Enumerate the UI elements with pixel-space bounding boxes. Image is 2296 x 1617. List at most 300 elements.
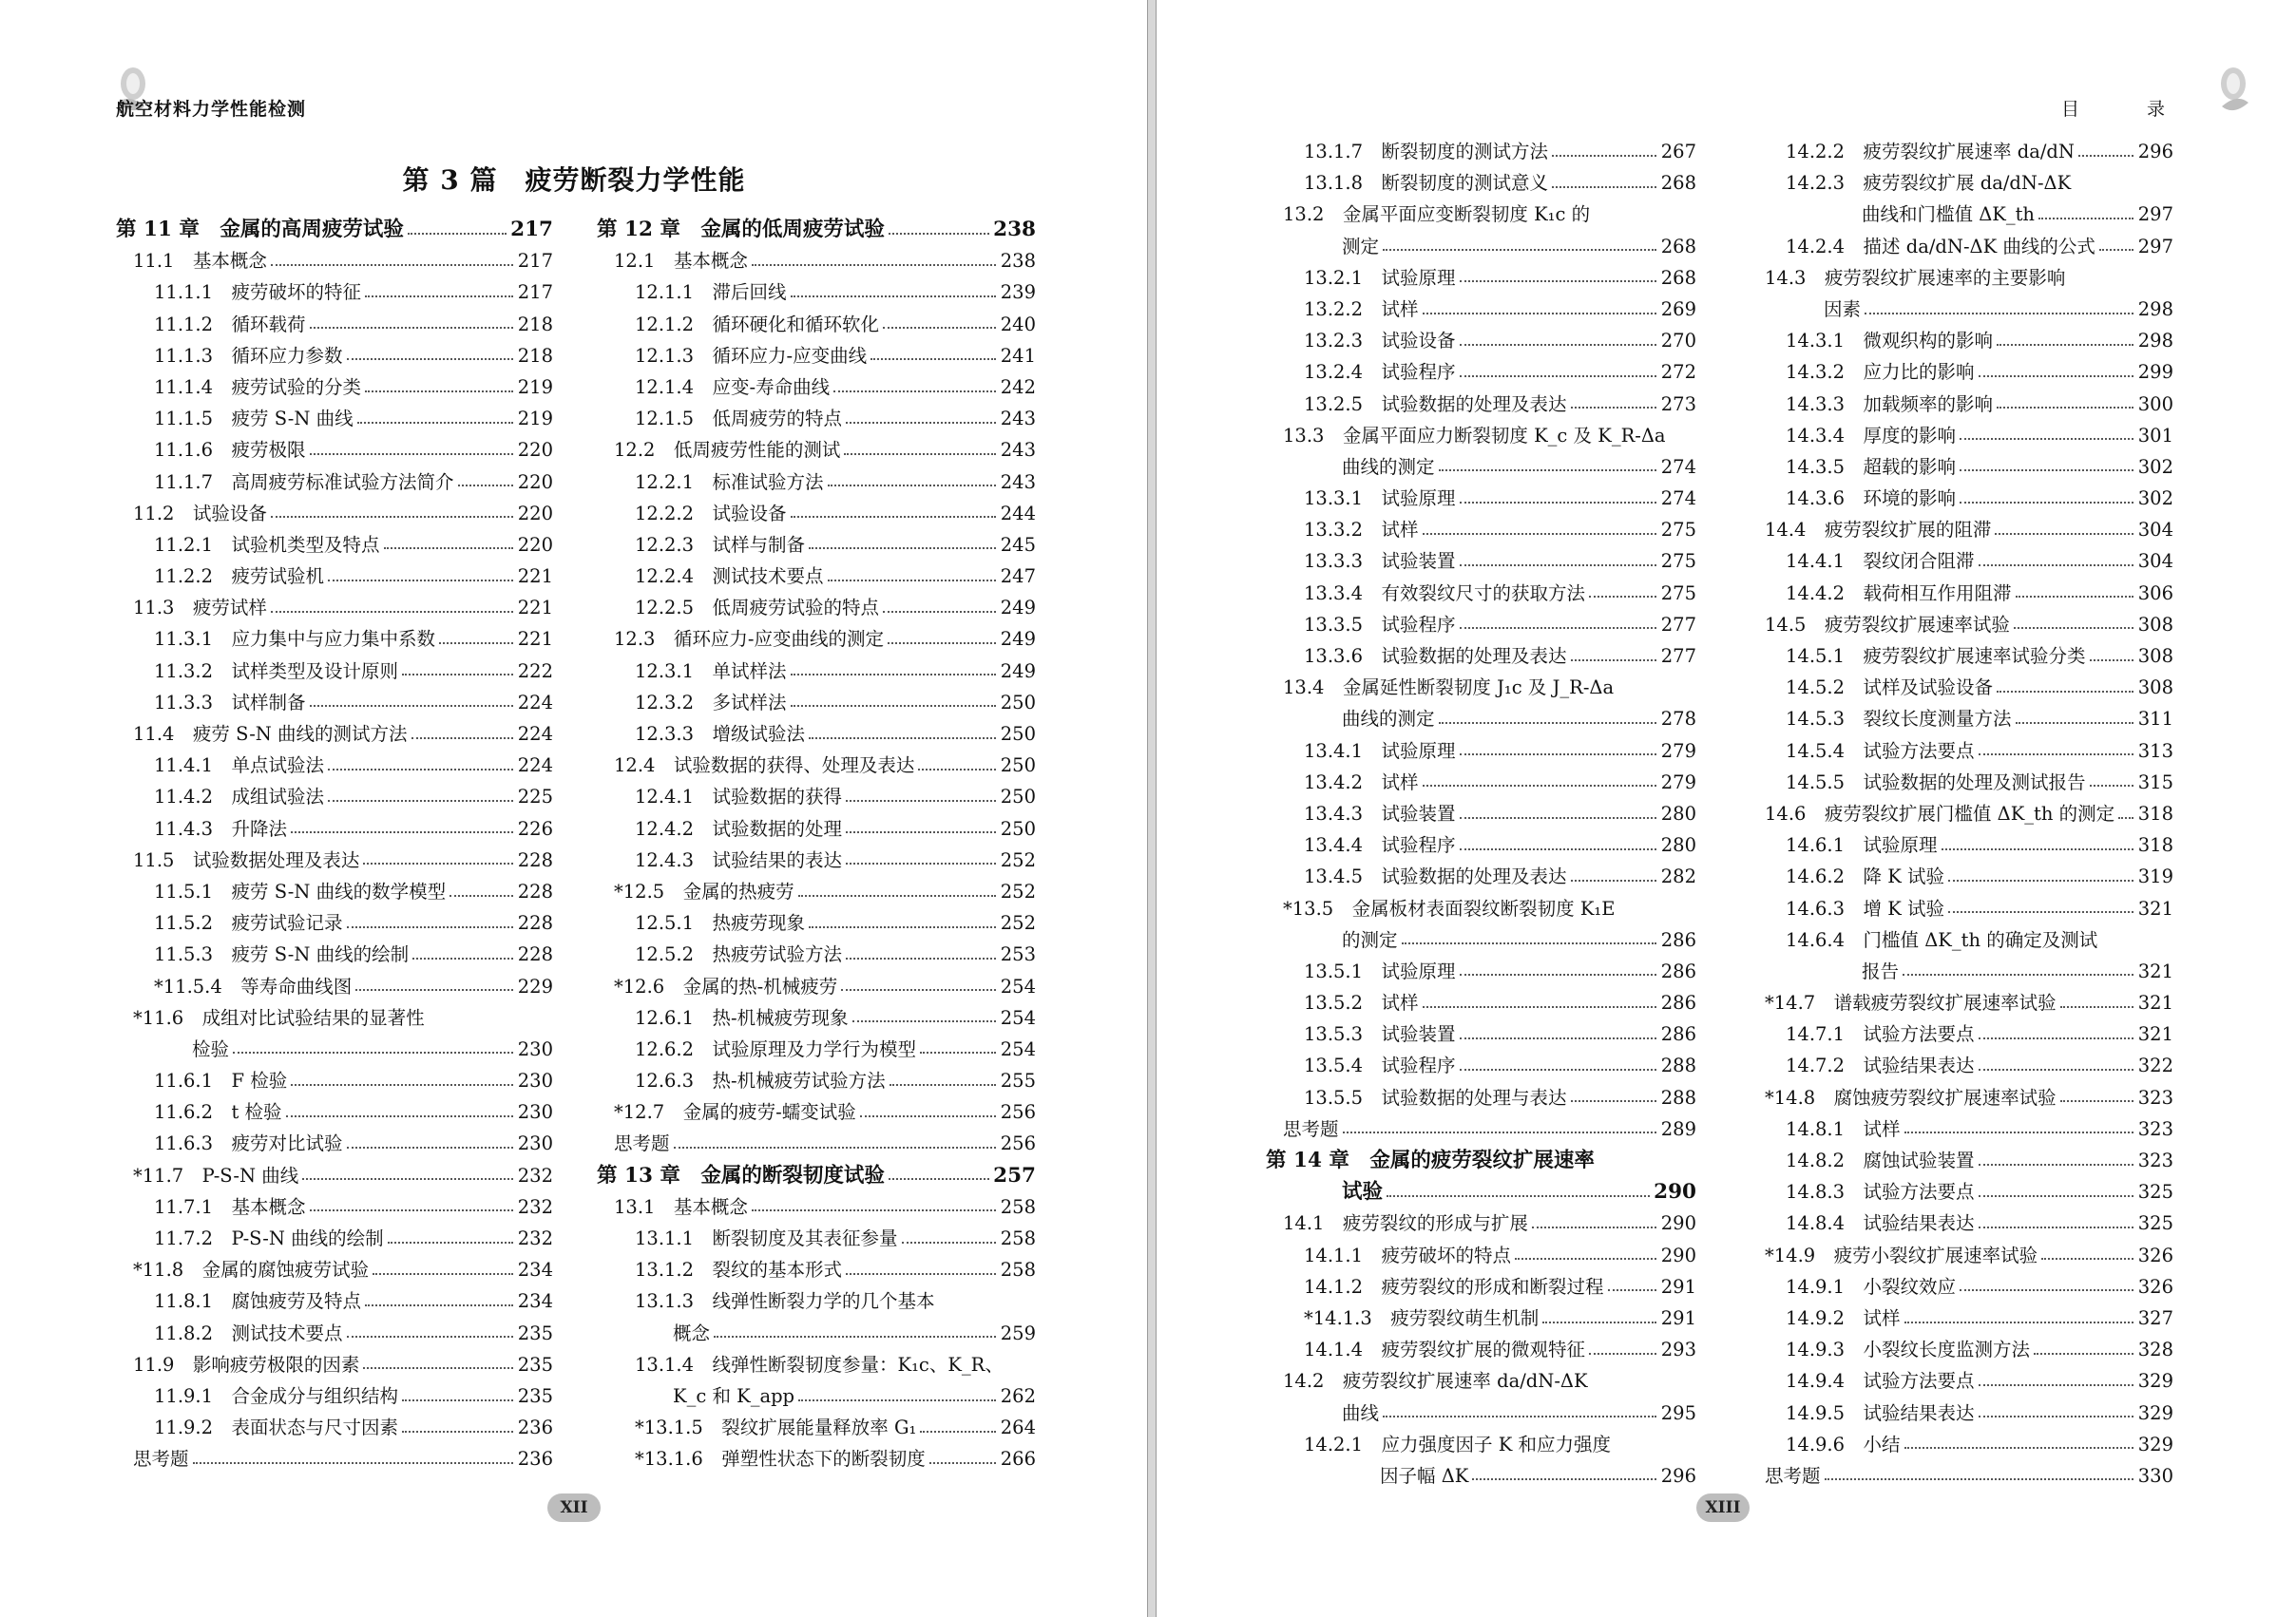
- toc-entry-title: 14.5.1 疲劳裂纹扩展速率试验分类: [1786, 645, 2086, 667]
- toc-column-2: [597, 214, 1036, 1475]
- toc-entry: [116, 1096, 553, 1128]
- toc-entry: [597, 1128, 1036, 1159]
- toc-entry-title: 14.7.2 试验结果表达: [1786, 1055, 1975, 1077]
- toc-entry-page: 219: [517, 408, 553, 430]
- dot-leader: [411, 737, 513, 739]
- dot-leader: [890, 1084, 996, 1086]
- toc-entry: [116, 750, 553, 781]
- toc-entry: [116, 1002, 553, 1034]
- toc-chapter-entry: [116, 214, 553, 245]
- toc-entry: [1748, 798, 2173, 829]
- toc-entry-title: *13.1.5 裂纹扩展能量释放率 G₁: [635, 1417, 917, 1439]
- dot-leader: [2060, 1006, 2133, 1008]
- dot-leader: [286, 1115, 513, 1117]
- toc-entry-page: 293: [1660, 1339, 1696, 1361]
- toc-entry-title: 14.2.3 疲劳裂纹扩展 da/dN-ΔK: [1786, 172, 2072, 195]
- dot-leader: [1979, 1195, 2133, 1197]
- toc-entry-page: 270: [1660, 330, 1696, 352]
- dot-leader: [2090, 659, 2133, 661]
- toc-entry: [116, 623, 553, 655]
- toc-entry: [116, 434, 553, 466]
- dot-leader: [889, 233, 989, 235]
- toc-entry: [1748, 167, 2173, 199]
- toc-entry-title: 11.6.2 t 检验: [154, 1101, 282, 1124]
- toc-entry: [597, 498, 1036, 529]
- toc-entry: [116, 1380, 553, 1412]
- dot-leader: [363, 863, 513, 865]
- toc-entry: [116, 1065, 553, 1096]
- toc-entry: [1748, 356, 2173, 388]
- toc-entry: [597, 1002, 1036, 1034]
- toc-entry-page: 234: [517, 1259, 553, 1282]
- toc-entry: [597, 466, 1036, 498]
- toc-entry: [116, 371, 553, 403]
- dot-leader: [1532, 1227, 1656, 1228]
- toc-entry: [1748, 1429, 2173, 1460]
- toc-entry: [597, 1443, 1036, 1474]
- toc-entry-title: *12.7 金属的疲劳-蠕变试验: [614, 1101, 856, 1124]
- toc-entry-page: 232: [517, 1164, 553, 1187]
- dot-leader: [347, 926, 513, 928]
- dot-leader: [384, 547, 513, 549]
- dot-leader: [2099, 249, 2133, 251]
- dot-leader: [291, 1084, 513, 1086]
- dot-leader: [1589, 596, 1656, 598]
- toc-entry: [1266, 924, 1696, 956]
- toc-entry-title: 思考题: [1765, 1464, 1821, 1487]
- toc-entry: [1748, 829, 2173, 861]
- running-head: 目 录: [2060, 99, 2190, 120]
- toc-entry: [1266, 294, 1696, 325]
- toc-entry: [1266, 893, 1696, 924]
- toc-entry: [597, 1223, 1036, 1254]
- dot-leader: [1825, 1478, 2133, 1480]
- toc-entry-page: 230: [517, 1070, 553, 1093]
- toc-entry-title: 12.1.1 滞后回线: [635, 281, 787, 304]
- toc-entry-title: 12.2.4 测试技术要点: [635, 565, 824, 588]
- toc-entry-page: 220: [517, 470, 553, 493]
- toc-entry-title: 11.2.2 疲劳试验机: [154, 565, 325, 588]
- toc-entry-page: 226: [517, 817, 553, 840]
- toc-entry: [1266, 389, 1696, 420]
- toc-entry-page: 282: [1660, 866, 1696, 888]
- dot-leader: [2016, 596, 2133, 598]
- toc-entry: [597, 813, 1036, 845]
- dot-leader: [412, 958, 513, 960]
- toc-entry: [1748, 1208, 2173, 1239]
- toc-entry-page: 308: [2137, 676, 2173, 699]
- dot-leader: [1571, 880, 1656, 882]
- toc-entry: [1748, 609, 2173, 640]
- dot-leader: [809, 926, 996, 928]
- dot-leader: [1979, 1227, 2133, 1228]
- toc-entry-title: 的测定: [1342, 928, 1398, 951]
- toc-entry-title: 报告: [1862, 960, 1900, 982]
- toc-entry-title: 11.7.1 基本概念: [154, 1195, 306, 1218]
- toc-entry: [597, 656, 1036, 687]
- dot-leader: [439, 642, 513, 644]
- toc-entry-title: 14.4.2 载荷相互作用阻滞: [1786, 581, 2012, 604]
- toc-entry-page: 290: [1660, 1244, 1696, 1266]
- toc-entry-title: 13.2.1 试验原理: [1304, 266, 1456, 289]
- toc-chapter-entry: [1266, 1145, 1696, 1176]
- toc-entry: [116, 276, 553, 308]
- dot-leader: [1439, 722, 1656, 724]
- toc-entry: [597, 718, 1036, 750]
- toc-entry-page: 278: [1660, 708, 1696, 731]
- toc-entry-page: 235: [517, 1322, 553, 1344]
- toc-entry: [1748, 703, 2173, 734]
- toc-entry-page: 325: [2137, 1181, 2173, 1204]
- toc-entry-page: 236: [517, 1448, 553, 1471]
- toc-entry-page: 288: [1660, 1055, 1696, 1077]
- toc-entry-page: 230: [517, 1101, 553, 1124]
- toc-entry-page: 217: [517, 250, 553, 273]
- right-page: [1156, 0, 2296, 1617]
- toc-entry-page: 328: [2137, 1339, 2173, 1361]
- dot-leader: [841, 989, 996, 991]
- toc-entry-title: 14.6 疲劳裂纹扩展门槛值 ΔK_th 的测定: [1765, 802, 2115, 825]
- toc-entry: [597, 529, 1036, 561]
- toc-entry-page: 235: [517, 1353, 553, 1376]
- toc-entry-title: *11.5.4 等寿命曲线图: [154, 975, 353, 998]
- dot-leader: [1571, 659, 1656, 661]
- dot-leader: [2038, 218, 2133, 219]
- toc-entry-title: 12.3.2 多试样法: [635, 691, 787, 713]
- toc-entry: [1748, 1365, 2173, 1397]
- toc-entry: [1266, 1208, 1696, 1239]
- toc-entry-title: 13.2.5 试验数据的处理及表达: [1304, 392, 1567, 415]
- toc-entry: [1266, 1082, 1696, 1113]
- toc-entry-title: 第 12 章 金属的低周疲劳试验: [597, 218, 885, 241]
- dot-leader: [1903, 974, 2133, 976]
- toc-entry: [1266, 703, 1696, 734]
- toc-entry-page: 258: [1000, 1227, 1036, 1249]
- toc-entry: [597, 340, 1036, 371]
- toc-entry: [1266, 1018, 1696, 1050]
- toc-entry-title: 12.3.1 单试样法: [635, 659, 787, 682]
- toc-entry-page: 256: [1000, 1132, 1036, 1155]
- toc-entry-title: 14.9.5 试验结果表达: [1786, 1401, 1975, 1424]
- toc-entry: [1748, 1050, 2173, 1081]
- toc-entry-title: 14.5.4 试验方法要点: [1786, 739, 1975, 762]
- toc-entry: [116, 813, 553, 845]
- toc-entry: [116, 498, 553, 529]
- toc-entry: [1748, 1460, 2173, 1492]
- toc-entry: [597, 907, 1036, 939]
- dot-leader: [902, 1242, 996, 1244]
- toc-entry: [1266, 262, 1696, 294]
- dot-leader: [1904, 1447, 2133, 1449]
- toc-entry-title: 11.6.3 疲劳对比试验: [154, 1132, 343, 1155]
- toc-entry-title: 13.2.2 试样: [1304, 297, 1419, 320]
- toc-entry-title: 13.5.5 试验数据的处理与表达: [1304, 1086, 1567, 1109]
- dot-leader: [1460, 848, 1656, 850]
- toc-entry-page: 323: [2137, 1086, 2173, 1109]
- toc-entry-page: 250: [1000, 754, 1036, 777]
- dot-leader: [271, 264, 513, 266]
- dot-leader: [1460, 502, 1656, 504]
- dot-leader: [860, 1115, 996, 1117]
- dot-leader: [1904, 1322, 2133, 1323]
- dot-leader: [1460, 753, 1656, 755]
- toc-entry: [116, 1349, 553, 1380]
- toc-entry-title: 11.1.1 疲劳破坏的特征: [154, 281, 362, 304]
- dot-leader: [363, 1367, 513, 1369]
- toc-entry-title: 13.2.3 试验设备: [1304, 330, 1456, 352]
- toc-entry-page: 232: [517, 1195, 553, 1218]
- toc-entry-title: 12.6.1 热-机械疲劳现象: [635, 1006, 849, 1029]
- dot-leader: [1552, 155, 1656, 157]
- toc-entry-page: 329: [2137, 1433, 2173, 1455]
- toc-entry-page: 228: [517, 880, 553, 903]
- toc-entry: [116, 1034, 553, 1065]
- toc-entry-page: 277: [1660, 613, 1696, 636]
- toc-entry-title: 13.3.3 试验装置: [1304, 550, 1456, 573]
- toc-entry: [116, 466, 553, 498]
- toc-entry-title: 14.6.2 降 K 试验: [1786, 866, 1944, 888]
- toc-entry-page: 280: [1660, 834, 1696, 857]
- toc-entry: [1266, 1398, 1696, 1429]
- toc-entry-title: 第 13 章 金属的断裂韧度试验: [597, 1163, 885, 1188]
- toc-entry-page: 302: [2137, 455, 2173, 478]
- dot-leader: [458, 485, 513, 486]
- dot-leader: [1960, 438, 2133, 440]
- toc-entry-title: 12.1.4 应变-寿命曲线: [635, 375, 831, 398]
- toc-entry: [1748, 136, 2173, 167]
- toc-entry-page: 296: [2137, 141, 2173, 162]
- toc-entry-page: 321: [2137, 992, 2173, 1015]
- dot-leader: [1383, 249, 1656, 251]
- toc-entry-title: 因素: [1824, 297, 1862, 320]
- toc-entry-page: 268: [1660, 266, 1696, 289]
- toc-entry: [597, 781, 1036, 812]
- toc-entry-page: 249: [1000, 628, 1036, 651]
- toc-entry-title: 14.7.1 试验方法要点: [1786, 1023, 1975, 1046]
- toc-entry-page: 301: [2137, 424, 2173, 447]
- toc-entry: [1266, 136, 1696, 167]
- toc-entry: [597, 845, 1036, 876]
- dot-leader: [1460, 974, 1656, 976]
- toc-entry-title: 14.8.4 试验结果表达: [1786, 1212, 1975, 1235]
- dot-leader: [1423, 785, 1656, 787]
- toc-entry: [1266, 640, 1696, 672]
- toc-entry-title: 13.3.6 试验数据的处理及表达: [1304, 645, 1567, 667]
- toc-entry: [1748, 451, 2173, 483]
- toc-entry-title: *14.1.3 疲劳裂纹萌生机制: [1304, 1306, 1540, 1329]
- toc-entry-title: 测定: [1342, 235, 1380, 257]
- toc-entry-page: 275: [1660, 519, 1696, 542]
- toc-entry-page: 304: [2137, 550, 2173, 573]
- toc-entry: [116, 845, 553, 876]
- dot-leader: [355, 989, 513, 991]
- toc-entry-page: 302: [2137, 487, 2173, 510]
- dot-leader: [193, 1462, 513, 1464]
- toc-entry: [597, 403, 1036, 434]
- toc-entry-page: 290: [1660, 1212, 1696, 1235]
- toc-entry-title: *14.9 疲劳小裂纹扩展速率试验: [1765, 1244, 2038, 1266]
- toc-entry: [597, 1034, 1036, 1065]
- toc-entry-page: 268: [1660, 172, 1696, 195]
- toc-entry-title: 14.9.4 试验方法要点: [1786, 1370, 1975, 1393]
- toc-entry-page: 253: [1000, 943, 1036, 966]
- dot-leader: [1960, 1289, 2133, 1291]
- toc-entry: [116, 1412, 553, 1443]
- toc-entry-page: 257: [993, 1163, 1036, 1188]
- toc-entry: [1266, 798, 1696, 829]
- toc-entry-title: 12.4.3 试验结果的表达: [635, 848, 843, 871]
- page-number: XII: [547, 1493, 601, 1522]
- toc-entry: [116, 939, 553, 970]
- toc-entry: [116, 1254, 553, 1285]
- dot-leader: [365, 295, 513, 297]
- dot-leader: [1979, 1037, 2133, 1039]
- toc-entry: [597, 939, 1036, 970]
- toc-entry: [1266, 956, 1696, 987]
- toc-entry-title: 13.1 基本概念: [614, 1195, 748, 1218]
- dot-leader: [365, 1304, 513, 1306]
- toc-entry-title: 11.4.3 升降法: [154, 817, 288, 840]
- dot-leader: [1460, 375, 1656, 377]
- toc-entry: [1266, 1429, 1696, 1460]
- toc-entry-title: 14.3.2 应力比的影响: [1786, 361, 1975, 384]
- dot-leader: [1472, 1478, 1656, 1480]
- dot-leader: [1997, 344, 2133, 346]
- toc-entry-page: 228: [517, 848, 553, 871]
- toc-entry: [597, 371, 1036, 403]
- toc-entry-title: 14.6.1 试验原理: [1786, 834, 1938, 857]
- toc-entry-page: 291: [1660, 1306, 1696, 1329]
- toc-entry-page: 254: [1000, 975, 1036, 998]
- toc-entry-page: 224: [517, 754, 553, 777]
- toc-entry: [116, 403, 553, 434]
- dot-leader: [328, 800, 513, 802]
- dot-leader: [1460, 280, 1656, 282]
- toc-entry: [1748, 1018, 2173, 1050]
- toc-entry-title: 14.3.6 环境的影响: [1786, 487, 1957, 510]
- toc-entry-page: 255: [1000, 1070, 1036, 1093]
- dot-leader: [846, 958, 996, 960]
- toc-entry-page: 267: [1660, 141, 1696, 162]
- toc-entry: [597, 561, 1036, 592]
- toc-entry: [597, 750, 1036, 781]
- toc-entry: [1266, 861, 1696, 892]
- toc-entry-page: 329: [2137, 1370, 2173, 1393]
- toc-entry-page: 290: [1654, 1180, 1696, 1205]
- toc-entry: [116, 781, 553, 812]
- toc-entry: [1748, 483, 2173, 514]
- dot-leader: [310, 705, 513, 707]
- toc-entry: [597, 309, 1036, 340]
- toc-entry-page: 249: [1000, 659, 1036, 682]
- dot-leader: [1997, 691, 2133, 693]
- toc-entry: [597, 1065, 1036, 1096]
- toc-entry: [116, 561, 553, 592]
- toc-entry-title: 13.3.1 试验原理: [1304, 487, 1456, 510]
- toc-entry-title: 曲线和门槛值 ΔK_th: [1862, 203, 2035, 226]
- toc-entry-title: 14.3 疲劳裂纹扩展速率的主要影响: [1765, 266, 2066, 289]
- toc-entry-page: 286: [1660, 992, 1696, 1015]
- toc-entry-page: 252: [1000, 880, 1036, 903]
- toc-entry-title: 11.6.1 F 检验: [154, 1070, 288, 1093]
- toc-entry-page: 247: [1000, 565, 1036, 588]
- toc-entry-title: 第 11 章 金属的高周疲劳试验: [116, 218, 404, 241]
- toc-entry-title: 13.1.3 线弹性断裂力学的几个基本: [635, 1290, 935, 1313]
- toc-entry-page: 299: [2137, 361, 2173, 384]
- toc-entry-page: 330: [2137, 1464, 2173, 1487]
- toc-entry: [1266, 325, 1696, 356]
- toc-entry-title: 概念: [673, 1322, 711, 1344]
- toc-entry-page: 240: [1000, 313, 1036, 335]
- toc-entry-title: 13.2.4 试验程序: [1304, 361, 1456, 384]
- toc-entry-title: 检验: [192, 1037, 230, 1060]
- toc-entry: [1748, 231, 2173, 262]
- toc-chapter-entry: [597, 1160, 1036, 1191]
- toc-entry-title: 14.9.3 小裂纹长度监测方法: [1786, 1339, 2031, 1361]
- dot-leader: [846, 863, 996, 865]
- toc-entry: [1748, 672, 2173, 703]
- toc-entry-page: 228: [517, 912, 553, 935]
- toc-entry-page: 321: [2137, 897, 2173, 920]
- toc-entry-title: 14.5.3 裂纹长度测量方法: [1786, 708, 2012, 731]
- dot-leader: [310, 327, 513, 329]
- toc-entry-page: 217: [510, 218, 553, 241]
- toc-entry-title: 13.3.5 试验程序: [1304, 613, 1456, 636]
- toc-entry: [116, 1318, 553, 1349]
- toc-entry-page: 286: [1660, 1023, 1696, 1046]
- toc-entry: [1266, 545, 1696, 577]
- toc-entry-title: 13.1.1 断裂韧度及其表征参量: [635, 1227, 898, 1249]
- toc-entry-page: 264: [1000, 1417, 1036, 1439]
- toc-entry: [597, 876, 1036, 907]
- toc-entry-page: 225: [517, 786, 553, 808]
- toc-entry-title: 12.3.3 增级试验法: [635, 723, 806, 745]
- toc-entry-title: *11.6 成组对比试验结果的显著性: [133, 1006, 425, 1029]
- toc-entry-page: 258: [1000, 1195, 1036, 1218]
- toc-entry-title: 12.1.5 低周疲劳的特点: [635, 408, 843, 430]
- toc-entry-title: 11.4.1 单点试验法: [154, 754, 325, 777]
- toc-entry-page: 268: [1660, 235, 1696, 257]
- dot-leader: [1948, 880, 2133, 882]
- dot-leader: [310, 453, 513, 455]
- toc-entry-page: 286: [1660, 960, 1696, 982]
- toc-entry: [597, 1096, 1036, 1128]
- toc-entry-title: 12.2.2 试验设备: [635, 502, 787, 524]
- toc-entry: [116, 718, 553, 750]
- toc-entry-title: 12.2.5 低周疲劳试验的特点: [635, 597, 880, 619]
- dot-leader: [798, 895, 996, 897]
- toc-entry-title: 13.4.2 试样: [1304, 770, 1419, 793]
- dot-leader: [1571, 1100, 1656, 1102]
- dot-leader: [846, 800, 996, 802]
- dot-leader: [1460, 344, 1656, 346]
- toc-entry: [1266, 735, 1696, 767]
- toc-entry-page: 318: [2137, 834, 2173, 857]
- toc-entry-page: 220: [517, 439, 553, 462]
- toc-entry-title: *13.5 金属板材表面裂纹断裂韧度 K₁E: [1283, 897, 1616, 920]
- toc-entry-title: 11.4 疲劳 S-N 曲线的测试方法: [133, 723, 408, 745]
- toc-entry-page: 254: [1000, 1006, 1036, 1029]
- toc-entry-title: 思考题: [1283, 1117, 1339, 1140]
- toc-entry-page: 220: [517, 502, 553, 524]
- toc-entry-page: 239: [1000, 281, 1036, 304]
- toc-entry-title: 11.9.1 合金成分与组织结构: [154, 1384, 399, 1407]
- toc-entry-title: 12.4.1 试验数据的获得: [635, 786, 843, 808]
- toc-entry-page: 318: [2137, 802, 2173, 825]
- toc-entry: [1748, 1240, 2173, 1271]
- toc-entry: [1748, 735, 2173, 767]
- toc-entry: [1748, 1303, 2173, 1334]
